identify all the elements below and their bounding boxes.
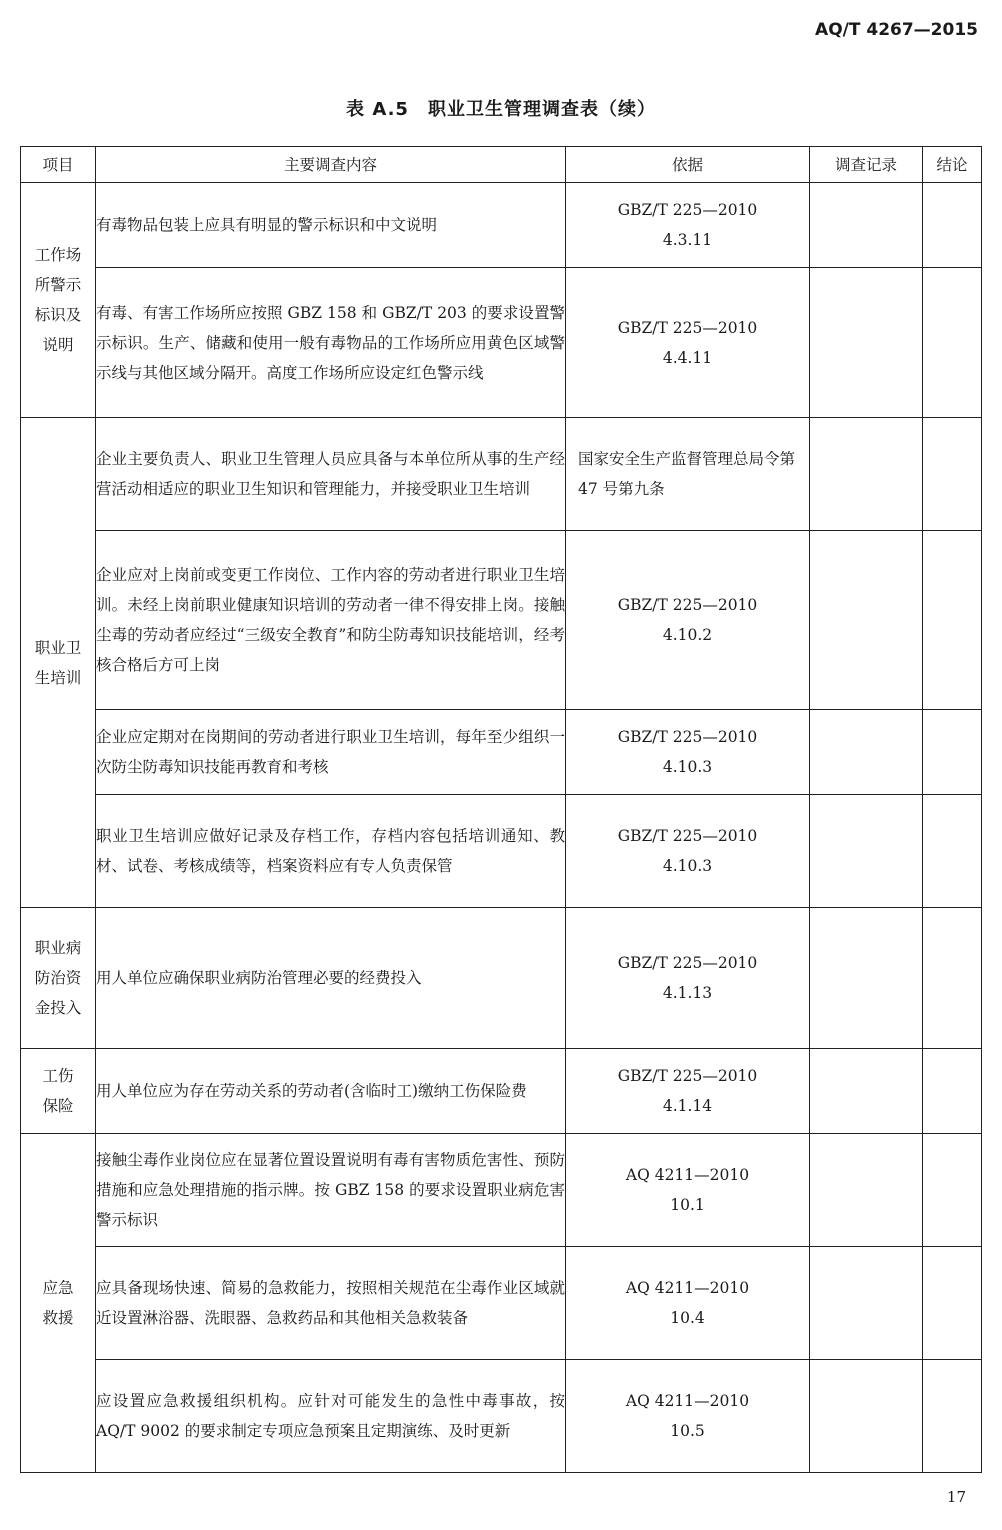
category-label: 职业卫生培训	[34, 638, 82, 687]
category-cell	[21, 418, 96, 908]
content-cell: 用人单位应为存在劳动关系的劳动者(含临时工)缴纳工伤保险费	[96, 1049, 566, 1134]
conclusion-cell	[923, 1360, 982, 1473]
basis-standard: GBZ/T 225—2010	[617, 318, 758, 337]
basis-standard: AQ 4211—2010	[625, 1392, 750, 1410]
content-cell: 企业应对上岗前或变更工作岗位、工作内容的劳动者进行职业卫生培训。未经上岗前职业健康知识培训的劳动者一律不得安排上岗。接触尘毒的劳动者应经过“三级安全教育”和防尘防毒知识技能培训，经考核合格后方可上岗	[96, 531, 566, 710]
basis-clause: 4.10.2	[662, 626, 713, 644]
basis-cell	[566, 710, 810, 795]
content-cell: 有毒、有害工作场所应按照 GBZ 158 和 GBZ/T 203 的要求设置警示标识。生产、储藏和使用一般有毒物品的工作场所应用黄色区域警示线与其他区域分隔开。高度工作场所应设定红色警示线	[96, 268, 566, 418]
table-row	[21, 710, 982, 795]
basis-cell	[566, 908, 810, 1049]
basis-clause: 10.4	[670, 1309, 705, 1327]
category-cell	[21, 1049, 96, 1134]
conclusion-cell	[923, 531, 982, 710]
content-cell: 职业卫生培训应做好记录及存档工作，存档内容包括培训通知、教材、试卷、考核成绩等，档案资料应有专人负责保管	[96, 795, 566, 908]
table-title: 表 A.5 职业卫生管理调查表（续）	[346, 99, 656, 120]
basis-cell	[566, 531, 810, 710]
category-cell	[21, 1134, 96, 1473]
content-cell: 企业应定期对在岗期间的劳动者进行职业卫生培训，每年至少组织一次防尘防毒知识技能再教育和考核	[96, 710, 566, 795]
basis-cell	[566, 418, 810, 531]
conclusion-cell	[923, 418, 982, 531]
basis-clause: 4.10.3	[662, 758, 713, 776]
category-label: 职业病防治资金投入	[34, 939, 82, 1017]
conclusion-cell	[923, 795, 982, 908]
table-row	[21, 1134, 982, 1247]
basis-standard: GBZ/T 225—2010	[617, 596, 758, 614]
basis-cell	[566, 268, 810, 418]
survey-table	[20, 146, 982, 1473]
basis-standard: GBZ/T 225—2010	[617, 1067, 758, 1085]
basis-cell	[566, 1247, 810, 1360]
conclusion-cell	[923, 183, 982, 268]
record-cell	[810, 710, 923, 795]
basis-clause: 4.1.13	[662, 984, 713, 1002]
category-label: 应急救援	[42, 1279, 74, 1327]
basis-clause: 4.1.14	[662, 1097, 713, 1115]
table-row	[21, 418, 982, 531]
content-cell: 应设置应急救援组织机构。应针对可能发生的急性中毒事故，按 AQ/T 9002 的要求制定专项应急预案且定期演练、及时更新	[96, 1360, 566, 1473]
basis-standard: 国家安全生产监督管理总局令第 47 号第九条	[578, 450, 796, 498]
table-row	[21, 795, 982, 908]
basis-standard: GBZ/T 225—2010	[617, 201, 758, 219]
table-row	[21, 1247, 982, 1360]
conclusion-cell	[923, 908, 982, 1049]
table-row	[21, 183, 982, 268]
content-cell: 应具备现场快速、简易的急救能力，按照相关规范在尘毒作业区域就近设置淋浴器、洗眼器、急救药品和其他相关急救装备	[96, 1247, 566, 1360]
table-row	[21, 268, 982, 418]
column-header-conclusion: 结论	[923, 147, 982, 183]
category-label: 工作场所警示标识及说明	[34, 246, 82, 354]
category-cell	[21, 908, 96, 1049]
conclusion-cell	[923, 1134, 982, 1247]
record-cell	[810, 183, 923, 268]
column-header-item: 项目	[21, 147, 96, 183]
category-label: 工伤保险	[42, 1067, 74, 1115]
table-header-row	[21, 147, 982, 183]
basis-clause: 10.1	[670, 1196, 705, 1214]
record-cell	[810, 268, 923, 418]
basis-standard: AQ 4211—2010	[625, 1166, 750, 1184]
record-cell	[810, 418, 923, 531]
record-cell	[810, 795, 923, 908]
basis-standard: AQ 4211—2010	[625, 1279, 750, 1297]
column-header-record: 调查记录	[810, 147, 923, 183]
basis-standard: GBZ/T 225—2010	[617, 954, 758, 972]
column-header-content: 主要调查内容	[96, 147, 566, 183]
content-cell: 有毒物品包装上应具有明显的警示标识和中文说明	[96, 183, 566, 268]
basis-cell	[566, 1049, 810, 1134]
basis-standard: GBZ/T 225—2010	[617, 827, 758, 845]
basis-clause: 10.5	[670, 1422, 705, 1440]
conclusion-cell	[923, 268, 982, 418]
table-row	[21, 908, 982, 1049]
basis-cell	[566, 1360, 810, 1473]
record-cell	[810, 1049, 923, 1134]
record-cell	[810, 531, 923, 710]
content-cell: 企业主要负责人、职业卫生管理人员应具备与本单位所从事的生产经营活动相适应的职业卫生知识和管理能力，并接受职业卫生培训	[96, 418, 566, 531]
basis-standard: GBZ/T 225—2010	[617, 728, 758, 746]
basis-clause: 4.3.11	[662, 231, 713, 249]
basis-clause: 4.10.3	[662, 857, 713, 875]
content-cell: 接触尘毒作业岗位应在显著位置设置说明有毒有害物质危害性、预防措施和应急处理措施的指示牌。按 GBZ 158 的要求设置职业病危害警示标识	[96, 1134, 566, 1247]
record-cell	[810, 1360, 923, 1473]
record-cell	[810, 1134, 923, 1247]
basis-cell	[566, 795, 810, 908]
content-cell: 用人单位应确保职业病防治管理必要的经费投入	[96, 908, 566, 1049]
category-cell	[21, 183, 96, 418]
basis-cell	[566, 183, 810, 268]
column-header-basis: 依据	[566, 147, 810, 183]
record-cell	[810, 908, 923, 1049]
basis-clause: 4.4.11	[662, 348, 713, 367]
record-cell	[810, 1247, 923, 1360]
conclusion-cell	[923, 710, 982, 795]
table-row	[21, 531, 982, 710]
standard-code: AQ/T 4267—2015	[815, 20, 978, 40]
conclusion-cell	[923, 1049, 982, 1134]
table-row	[21, 1049, 982, 1134]
page-number: 17	[946, 1488, 966, 1506]
basis-cell	[566, 1134, 810, 1247]
table-row	[21, 1360, 982, 1473]
conclusion-cell	[923, 1247, 982, 1360]
